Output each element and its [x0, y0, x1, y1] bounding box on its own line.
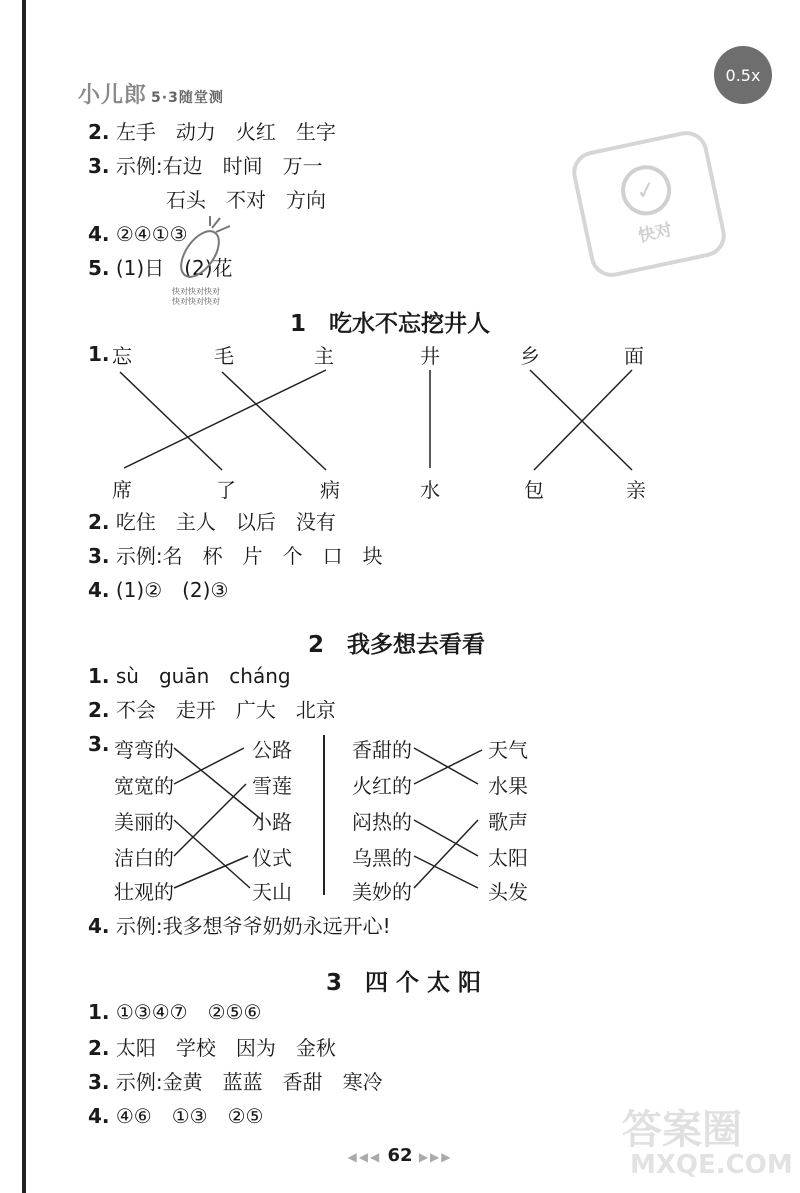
question-number: 1.	[88, 342, 110, 366]
match-top-word: 面	[624, 344, 644, 368]
match-right-word: 歌声	[488, 810, 528, 834]
match-left-word: 壮观的	[114, 880, 174, 904]
match-line	[174, 856, 248, 888]
match-line	[174, 784, 246, 856]
match-bottom-word: 水	[420, 478, 440, 502]
column-divider	[323, 735, 325, 895]
match-left-word: 宽宽的	[114, 774, 174, 798]
checkmark-icon: ✓	[616, 160, 675, 219]
match-bottom-word: 了	[216, 478, 236, 502]
match-top-word: 井	[420, 344, 440, 368]
match-left-word: 美丽的	[114, 810, 174, 834]
answer-line: 2. 不会 走开 广大 北京	[88, 698, 336, 722]
match-line	[414, 856, 478, 888]
page-number	[0, 1145, 800, 1166]
brand-subtitle: 5·3随堂测	[151, 90, 224, 106]
match-top-word: 毛	[214, 344, 234, 368]
match-left-word: 洁白的	[114, 846, 174, 870]
answer-line: 4. (1)② (2)③	[88, 578, 229, 602]
watermark-logo: 答案圈	[622, 1107, 742, 1153]
match-top-word: 乡	[520, 344, 540, 368]
next-arrows-icon: ▶▶▶	[418, 1150, 453, 1164]
zoom-label: 0.5x	[725, 65, 761, 85]
match-line	[414, 750, 482, 784]
match-line	[124, 370, 326, 468]
match-right-word: 头发	[488, 880, 528, 904]
answer-line: 2. 吃住 主人 以后 没有	[88, 510, 336, 534]
match-right-word: 公路	[252, 738, 292, 762]
answer-line: 3. 示例:右边 时间 万一	[88, 154, 323, 178]
match-left-word: 弯弯的	[114, 738, 174, 762]
prev-arrows-icon: ◀◀◀	[347, 1150, 382, 1164]
match-bottom-word: 包	[524, 478, 544, 502]
match-right-word: 水果	[488, 774, 528, 798]
match-line	[414, 820, 478, 856]
answer-line: 1. sù guān cháng	[88, 664, 291, 688]
stamp-fine-print: 快对快对快对 快对快对快对	[172, 287, 220, 306]
match-line	[120, 372, 222, 470]
match-bottom-word: 席	[112, 478, 132, 502]
answer-line: 4. 示例:我多想爷爷奶奶永远开心!	[88, 914, 391, 938]
match-right-word: 仪式	[252, 846, 292, 870]
match-left-word: 闷热的	[352, 810, 412, 834]
brand-name: 小儿郎	[78, 83, 148, 108]
match-line	[222, 372, 326, 470]
match-bottom-word: 亲	[626, 478, 646, 502]
match-right-word: 小路	[252, 810, 292, 834]
question-number: 3.	[88, 732, 110, 756]
answer-line: 4. ④⑥ ①③ ②⑤	[88, 1104, 264, 1128]
match-top-word: 主	[314, 344, 334, 368]
stamp-label: 快对	[636, 219, 674, 247]
match-line	[174, 748, 262, 820]
match-top-word: 忘	[112, 344, 132, 368]
match-right-word: 太阳	[488, 846, 528, 870]
answer-line: 3. 示例:名 杯 片 个 口 块	[88, 544, 383, 568]
match-left-word: 乌黑的	[352, 846, 412, 870]
page-number-value: 62	[387, 1145, 413, 1166]
answer-line: 5. (1)日 (2)花	[88, 256, 233, 280]
match-left-word: 火红的	[352, 774, 412, 798]
answer-line: 3. 示例:金黄 蓝蓝 香甜 寒冷	[88, 1070, 383, 1094]
match-line	[174, 748, 244, 784]
watermark-url: MXQE.COM	[630, 1150, 793, 1180]
answer-line: 4. ②④①③	[88, 222, 188, 246]
answer-line: 2. 左手 动力 火红 生字	[88, 120, 336, 144]
answer-line: 石头 不对 方向	[166, 188, 326, 212]
match-right-word: 天山	[252, 880, 292, 904]
match-bottom-word: 病	[320, 478, 340, 502]
answer-line: 1. ①③④⑦ ②⑤⑥	[88, 1000, 262, 1024]
lesson-title: 2 我多想去看看	[308, 632, 486, 658]
match-right-word: 天气	[488, 738, 528, 762]
lesson-title: 1 吃水不忘挖井人	[290, 311, 491, 337]
match-line	[414, 820, 478, 888]
lesson-title: 3 四 个 太 阳	[326, 970, 482, 996]
answer-line: 2. 太阳 学校 因为 金秋	[88, 1036, 336, 1060]
match-right-word: 雪莲	[252, 774, 292, 798]
match-line	[174, 820, 250, 888]
match-left-word: 美妙的	[352, 880, 412, 904]
match-left-word: 香甜的	[352, 738, 412, 762]
